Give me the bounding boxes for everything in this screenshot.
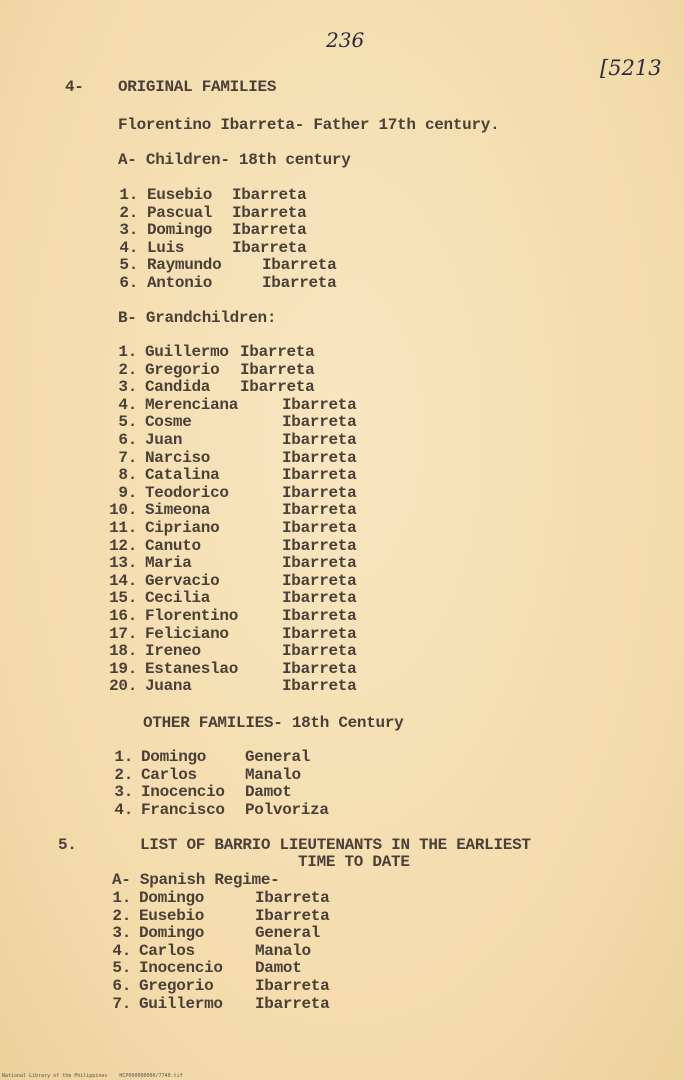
first-name: Feliciano	[145, 624, 229, 643]
last-name: Ibarreta	[282, 642, 357, 661]
first-name: Antonio	[147, 274, 213, 292]
item-number: 10.	[109, 501, 137, 520]
last-name: General	[255, 924, 321, 943]
first-name: Francisco	[141, 800, 225, 819]
item-number: 7.	[118, 448, 137, 467]
last-name: Ibarreta	[240, 378, 315, 397]
last-name: Damot	[245, 783, 292, 802]
item-number: 16.	[109, 607, 137, 625]
last-name: Ibarreta	[232, 221, 307, 240]
item-number: 3.	[118, 378, 137, 397]
item-number: 3.	[114, 783, 133, 802]
last-name: Ibarreta	[282, 554, 357, 573]
children-heading: A- Children- 18th century	[118, 151, 351, 169]
last-name: Ibarreta	[255, 906, 330, 925]
first-name: Cecilia	[145, 589, 211, 608]
last-name: Ibarreta	[232, 238, 307, 257]
last-name: Ibarreta	[255, 889, 330, 907]
last-name: Ibarreta	[262, 274, 337, 292]
last-name: Ibarreta	[282, 466, 357, 485]
last-name: Ibarreta	[282, 589, 357, 608]
last-name: Ibarreta	[282, 624, 357, 643]
item-number: 17.	[109, 624, 137, 643]
first-name: Guillermo	[139, 994, 223, 1013]
item-number: 7.	[112, 994, 131, 1013]
item-number: 18.	[109, 642, 137, 661]
section4-title: ORIGINAL FAMILIES	[118, 78, 277, 96]
item-number: 14.	[109, 571, 137, 590]
section5-title-line2: TIME TO DATE	[298, 853, 410, 871]
last-name: Ibarreta	[232, 186, 307, 204]
last-name: Ibarreta	[282, 571, 357, 590]
regime-heading: A- Spanish Regime-	[112, 871, 280, 889]
last-name: Polvoriza	[245, 800, 329, 819]
first-name: Ireneo	[145, 642, 201, 661]
item-number: 1.	[119, 186, 138, 204]
item-number: 4.	[112, 941, 131, 960]
first-name: Gervacio	[145, 571, 220, 590]
first-name: Pascual	[147, 203, 213, 222]
item-number: 4.	[119, 238, 138, 257]
last-name: Ibarreta	[262, 256, 337, 275]
last-name: Manalo	[255, 941, 311, 960]
footer-source: National Library of the Philippines HCP000000000/7740.tif	[2, 1073, 183, 1079]
item-number: 5.	[112, 959, 131, 978]
father-line: Florentino Ibarreta- Father 17th century.	[118, 116, 500, 134]
first-name: Catalina	[145, 466, 220, 485]
item-number: 2.	[114, 765, 133, 784]
first-name: Canuto	[145, 536, 201, 555]
first-name: Raymundo	[147, 256, 222, 275]
first-name: Gregorio	[139, 977, 214, 995]
item-number: 6.	[112, 977, 131, 995]
first-name: Narciso	[145, 448, 211, 467]
item-number: 20.	[109, 677, 137, 696]
last-name: Ibarreta	[282, 483, 357, 502]
first-name: Inocencio	[139, 959, 223, 978]
item-number: 13.	[109, 554, 137, 573]
first-name: Eusebio	[147, 186, 213, 204]
item-number: 8.	[118, 466, 137, 485]
item-number: 15.	[109, 589, 137, 608]
first-name: Florentino	[145, 607, 239, 625]
first-name: Teodorico	[145, 483, 229, 502]
first-name: Simeona	[145, 501, 211, 520]
item-number: 5.	[118, 413, 137, 432]
first-name: Inocencio	[141, 783, 225, 802]
first-name: Cosme	[145, 413, 192, 432]
last-name: Ibarreta	[282, 536, 357, 555]
other-families-heading: OTHER FAMILIES- 18th Century	[143, 714, 404, 732]
last-name: Ibarreta	[240, 360, 315, 379]
item-number: 6.	[118, 431, 137, 449]
first-name: Merenciana	[145, 395, 239, 414]
last-name: Ibarreta	[240, 343, 315, 361]
last-name: Ibarreta	[255, 994, 330, 1013]
last-name: Damot	[255, 959, 302, 978]
first-name: Gregorio	[145, 360, 220, 379]
item-number: 11.	[109, 519, 137, 537]
item-number: 1.	[112, 889, 131, 907]
last-name: Ibarreta	[282, 607, 357, 625]
item-number: 3.	[119, 221, 138, 240]
first-name: Guillermo	[145, 343, 229, 361]
first-name: Domingo	[139, 924, 205, 943]
item-number: 2.	[118, 360, 137, 379]
item-number: 2.	[112, 906, 131, 925]
first-name: Juan	[145, 431, 183, 449]
section5-number: 5.	[58, 836, 77, 854]
archive-code: [5213	[600, 56, 662, 80]
item-number: 12.	[109, 536, 137, 555]
first-name: Cipriano	[145, 519, 220, 537]
first-name: Estaneslao	[145, 659, 239, 678]
first-name: Maria	[145, 554, 192, 573]
last-name: Ibarreta	[282, 448, 357, 467]
item-number: 6.	[119, 274, 138, 292]
last-name: Ibarreta	[255, 977, 330, 995]
item-number: 2.	[119, 203, 138, 222]
last-name: Manalo	[245, 765, 301, 784]
first-name: Domingo	[141, 748, 207, 766]
last-name: Ibarreta	[282, 395, 357, 414]
first-name: Luis	[147, 238, 185, 257]
item-number: 4.	[114, 800, 133, 819]
item-number: 9.	[118, 483, 137, 502]
first-name: Domingo	[139, 889, 205, 907]
item-number: 1.	[118, 343, 137, 361]
item-number: 1.	[114, 748, 133, 766]
first-name: Carlos	[141, 765, 197, 784]
last-name: General	[245, 748, 311, 766]
section5-title-line1: LIST OF BARRIO LIEUTENANTS IN THE EARLIEST	[140, 836, 531, 854]
last-name: Ibarreta	[282, 659, 357, 678]
first-name: Carlos	[139, 941, 195, 960]
last-name: Ibarreta	[282, 413, 357, 432]
page-number: 236	[326, 28, 365, 52]
last-name: Ibarreta	[282, 431, 357, 449]
last-name: Ibarreta	[282, 501, 357, 520]
first-name: Eusebio	[139, 906, 205, 925]
item-number: 3.	[112, 924, 131, 943]
item-number: 5.	[119, 256, 138, 275]
first-name: Domingo	[147, 221, 213, 240]
item-number: 4.	[118, 395, 137, 414]
section4-number: 4-	[65, 78, 84, 96]
last-name: Ibarreta	[282, 519, 357, 537]
grandchildren-heading: B- Grandchildren:	[118, 309, 277, 327]
last-name: Ibarreta	[282, 677, 357, 696]
first-name: Juana	[145, 677, 192, 696]
last-name: Ibarreta	[232, 203, 307, 222]
item-number: 19.	[109, 659, 137, 678]
first-name: Candida	[145, 378, 211, 397]
